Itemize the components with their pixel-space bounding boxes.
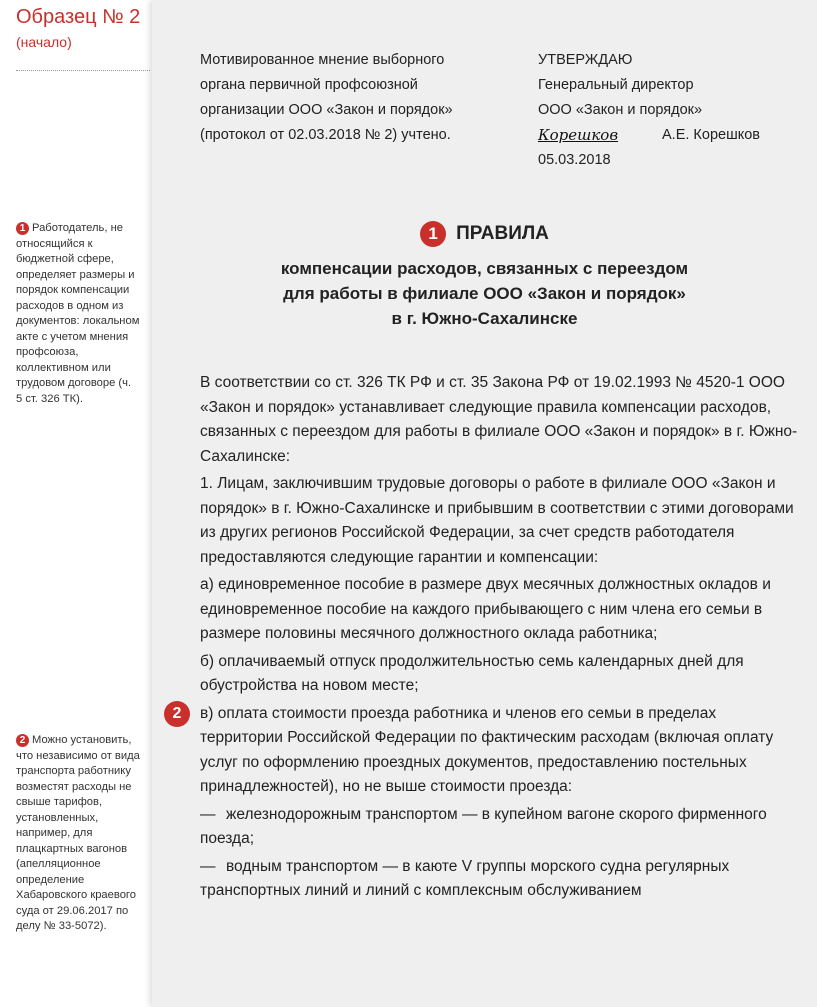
subtitle-line: в г. Южно-Сахалинске xyxy=(391,309,578,328)
sidebar-divider xyxy=(16,70,150,71)
title-main: ПРАВИЛА xyxy=(456,223,549,244)
note-number-badge: 2 xyxy=(16,734,29,747)
signature-row xyxy=(538,123,760,148)
dash-item-rail xyxy=(200,803,800,852)
intro-paragraph: В соответствии со ст. 326 ТК РФ и ст. 35 Закона РФ от 19.02.1993 № 4520-1 ООО «Закон и порядок» устанавливает следующие правила компенсации расходов, связанных с переездом для работы в филиале ООО «Закон и порядок» в г. Южно-Сахалинске: xyxy=(200,374,798,465)
clause-number-badge: 2 xyxy=(164,701,190,727)
dash-mark: — xyxy=(200,805,216,823)
approver-company: ООО «Закон и порядок» xyxy=(538,102,703,118)
subtitle-line: для работы в филиале ООО «Закон и порядок» xyxy=(283,284,686,303)
dash-mark: — xyxy=(200,857,216,875)
union-opinion-line: органа первичной профсоюзной xyxy=(200,77,418,93)
document-subtitle xyxy=(152,256,817,331)
note-number-badge: 1 xyxy=(16,222,29,235)
side-note-text: Работодатель, не относящийся к бюджетной сфере, определяет размеры и порядок компенсации расходов в одном из документов: локальном акте с учетом мнения профсоюза, коллективном или трудовом договоре (ч. 5 ст. 326 ТК). xyxy=(16,222,140,405)
dash-item-water xyxy=(200,855,800,904)
union-opinion-line: организации ООО «Закон и порядок» xyxy=(200,102,453,118)
clause-1: 1. Лицам, заключившим трудовые договоры о работе в филиале ООО «Закон и порядок» в г. Южно-Сахалинске и прибывшим в соответствии с этими договорами из других регионов Российской Федерации, за счет средств работодателя предоставляются следующие гарантии и компенсации: xyxy=(200,475,794,566)
dash-item-text: железнодорожным транспортом — в купейном вагоне скорого фирменного поезда; xyxy=(200,805,767,847)
title-number-badge: 1 xyxy=(420,221,446,247)
subtitle-line: компенсации расходов, связанных с переездом xyxy=(280,259,689,278)
clause-v-wrapper xyxy=(172,702,800,800)
sample-title: Образец № 2 xyxy=(16,6,141,28)
dash-item-text: водным транспортом — в каюте V группы морского судна регулярных транспортных линий и линий с комплексным обслуживанием xyxy=(200,857,730,899)
handwritten-signature: Корешков xyxy=(538,126,619,144)
sidebar xyxy=(0,0,152,1007)
clause-b: б) оплачиваемый отпуск продолжительностью семь календарных дней для обустройства на новом месте; xyxy=(200,652,744,694)
union-opinion-line: Мотивированное мнение выборного xyxy=(200,52,445,68)
side-note-2 xyxy=(16,733,140,935)
document-body xyxy=(172,371,800,907)
sample-subtitle: (начало) xyxy=(16,34,72,50)
union-opinion-block xyxy=(200,48,453,148)
document-title xyxy=(152,221,817,247)
document-page xyxy=(152,0,817,1007)
clause-a: а) единовременное пособие в размере двух месячных должностных окладов и единовременное пособие на каждого прибывающего с ним члена его семьи в размере половины месячного должностного оклада работника; xyxy=(200,576,771,642)
approval-block xyxy=(538,48,760,173)
side-note-1 xyxy=(16,221,140,407)
approval-date: 05.03.2018 xyxy=(538,152,611,168)
approver-position: Генеральный директор xyxy=(538,77,694,93)
approver-name: А.Е. Корешков xyxy=(662,127,760,143)
clause-v: в) оплата стоимости проезда работника и членов его семьи в пределах территории Российской Федерации по фактическим расходам (включая оплату услуг по оформлению проездных документов, предоставлению постельных принадлежностей), но не выше стоимости проезда: xyxy=(200,704,774,795)
approval-heading: УТВЕРЖДАЮ xyxy=(538,52,633,68)
union-opinion-line: (протокол от 02.03.2018 № 2) учтено. xyxy=(200,127,451,143)
side-note-text: Можно установить, что независимо от вида транспорта работнику возместят расходы не свыше тарифов, установленных, например, для плацкартных вагонов (апелляционное определение Хабаровского краевого суда от 29.06.2017 по делу № 33-5072). xyxy=(16,734,140,932)
